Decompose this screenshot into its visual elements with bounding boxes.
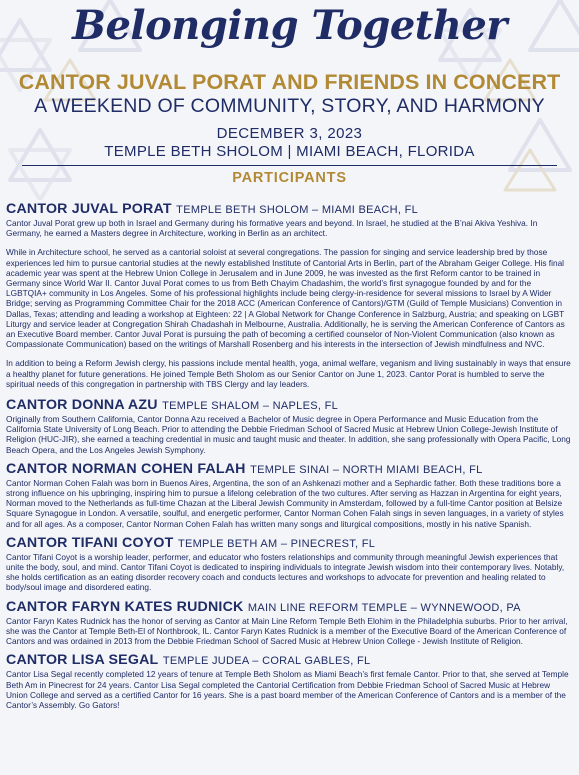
participants-heading: PARTICIPANTS bbox=[232, 170, 347, 186]
participant-bio-paragraph: Cantor Juval Porat grew up both in Israel and Germany during his formative years and beyond. In Israel, he studied at the B’nai Akiva Yeshiva. In Germany, he earned a Masters degree in Architecture, working in Berlin as an architect. bbox=[6, 218, 538, 239]
participant-name: CANTOR DONNA AZU bbox=[6, 397, 158, 414]
participant-name: CANTOR TIFANI COYOT bbox=[6, 534, 174, 551]
participant-entry bbox=[6, 201, 574, 389]
participant-entry bbox=[6, 599, 574, 647]
participant-heading bbox=[6, 535, 574, 552]
participant-name: CANTOR LISA SEGAL bbox=[6, 652, 159, 669]
participant-bio-paragraph: Cantor Faryn Kates Rudnick has the honor of serving as Cantor at Main Line Reform Temple Beth Elohim in the Philadelphia suburbs. Prior to her arrival, she was the Cantor at Temple Beth-El of Northbrook, IL. Cantor Faryn Kates Rudnick is a member of the Executive Board of the American Conference of Cantors and was ordained in 2013 from the Debbie Friedman School of Sacred Music at Hebrew Union College - Jewish Institute of Religion. bbox=[6, 615, 568, 647]
participant-affiliation: TEMPLE SHALOM – NAPLES, FL bbox=[162, 400, 339, 413]
participant-affiliation: MAIN LINE REFORM TEMPLE – WYNNEWOOD, PA bbox=[247, 601, 521, 614]
participant-affiliation: TEMPLE JUDEA – CORAL GABLES, FL bbox=[162, 655, 371, 668]
participant-heading bbox=[6, 461, 574, 478]
participant-heading bbox=[6, 599, 574, 616]
participant-entry bbox=[6, 461, 574, 529]
event-date: DECEMBER 3, 2023 bbox=[216, 125, 363, 142]
participant-bio-paragraph: Cantor Norman Cohen Falah was born in Buenos Aires, Argentina, the son of an Ashkenazi mother and a Sephardic father. Both these traditions bore a strong influence on his upbringing, inspiring him to pursue a lifelong celebration of the two cultures. After serving as Hazzan in Argentina for eight years, Norman moved to the Netherlands as full-time Chazan at the Liberal Jewish Community in Amsterdam, followed by a full-time Cantor position at Belsize Square Synagogue in London. A versatile, soulful, and energetic performer, Cantor Norman Cohen Falah sings in seven languages, in a variety of styles and for all ages. As a composer, Cantor Norman Cohen Falah has written many songs and liturgical compositions, mostly in his native Spanish. bbox=[6, 477, 564, 529]
participant-heading bbox=[6, 652, 574, 669]
participant-bio-paragraph: In addition to being a Reform Jewish clergy, his passions include mental health, yoga, animal welfare, veganism and living sustainably in ways that ensure a healthy planet for future generations. He joined Temple Beth Sholom as our Senior Cantor on June 1, 2023. Cantor Porat is humbled to serve the spiritual needs of this congregation in partnership with TBS Clergy and lay leaders. bbox=[6, 358, 571, 389]
event-subtitle: A WEEKEND OF COMMUNITY, STORY, AND HARMONY bbox=[34, 95, 545, 117]
header-divider bbox=[22, 165, 557, 166]
participant-affiliation: TEMPLE BETH SHOLOM – MIAMI BEACH, FL bbox=[176, 204, 419, 216]
participant-name: CANTOR JUVAL PORAT bbox=[6, 201, 172, 217]
participant-bio-paragraph: While in Architecture school, he served as a cantorial soloist at several congregations. The passion for singing and service leadership bred by those experiences led him to pursue cantorial studies at the newly established Institute of Cantorial Arts in Berlin, part of the Abraham Geiger College. His final academic year was spent at the Hebrew Union College in Jerusalem and in June 2009, he was invested as the first Reform cantor to be trained in Germany since World War II. Cantor Juval Porat comes to us from Beth Chayim Chadashim, the world’s first synagogue founded by and for the LGBTQIA+ community in Los Angeles. Some of his professional highlights include being clergy-in-residence for several missions to Israel by A Wider Bridge; serving as Programming Committee Chair for the 2018 ACC (American Conference of Cantors)/GTM (Guild of Temple Musicians) Convention in Dallas, Texas; attending and leading a workshop at Eighteen: 22 | A Global Network for Change Conference in Salzburg, Austria; and speaking on LGBT Liturgy and service leader at Congregation Shirah Chadashah in Melbourne, Australia. Additionally, he is serving the American Conference of Cantors as an Executive Board member. Cantor Juval Porat is pursuing the path of becoming a certified counselor of Non-Violent Communication (also known as Compassionate Communication) based on the writings of Marshall Rosenberg and his interests in the intersection of Jewish mindfulness and NVC. bbox=[6, 247, 565, 350]
event-venue: TEMPLE BETH SHOLOM | MIAMI BEACH, FLORIDA bbox=[104, 143, 475, 160]
participant-name: CANTOR NORMAN COHEN FALAH bbox=[6, 460, 246, 477]
participant-entry bbox=[6, 535, 574, 593]
participant-affiliation: TEMPLE BETH AM – PINECREST, FL bbox=[177, 537, 376, 550]
participant-bio-paragraph: Cantor Lisa Segal recently completed 12 years of tenure at Temple Beth Sholom as Miami Beach’s first female Cantor. Prior to that, she served at Temple Beth Am in Pinecrest for 24 years. Cantor Lisa Segal completed the Cantorial Certification from Debbie Friedman School of Sacred Music at Hebrew Union College and served as a certified Cantor for 16 years. She is a past board member of the American Conference of Cantors and is a member of the Cantor’s Assembly. Go Gators! bbox=[6, 669, 569, 710]
participant-bio-paragraph: Originally from Southern California, Cantor Donna Azu received a Bachelor of Music degree in Opera Performance and Music Education from the California State University of Long Beach. Prior to attending the Debbie Friedman School of Sacred Music at Hebrew Union College-Jewish Institute of Religion (HUC-JIR), she earned a teaching credential in music and taught music and theater. In addition, she sang professionally with Opera Pacific, Long Beach Opera, and the Los Angeles Jewish Symphony. bbox=[6, 414, 571, 455]
concert-title: CANTOR JUVAL PORAT AND FRIENDS IN CONCERT bbox=[18, 70, 561, 94]
participant-entry bbox=[6, 397, 574, 455]
participant-bio-paragraph: Cantor Tifani Coyot is a worship leader, performer, and educator who fosters relationships and community through meaningful Jewish experiences that unite the body, soul, and mind. Cantor Tifani Coyot is dedicated to inspiring individuals to integrate Jewish wisdom into their contemporary lives. Notably, she holds certification as an eating disorder recovery coach and conducts lectures and workshops to advocate for prevention and healing related to body/soul image and disordered eating. bbox=[6, 551, 565, 593]
participants-list bbox=[6, 201, 574, 710]
participant-entry bbox=[6, 652, 574, 710]
event-script-title: Belonging Together bbox=[72, 2, 507, 49]
participant-affiliation: TEMPLE SINAI – NORTH MIAMI BEACH, FL bbox=[250, 463, 483, 476]
participant-name: CANTOR FARYN KATES RUDNICK bbox=[6, 598, 244, 615]
participant-heading bbox=[6, 397, 574, 414]
participant-heading bbox=[6, 201, 574, 218]
